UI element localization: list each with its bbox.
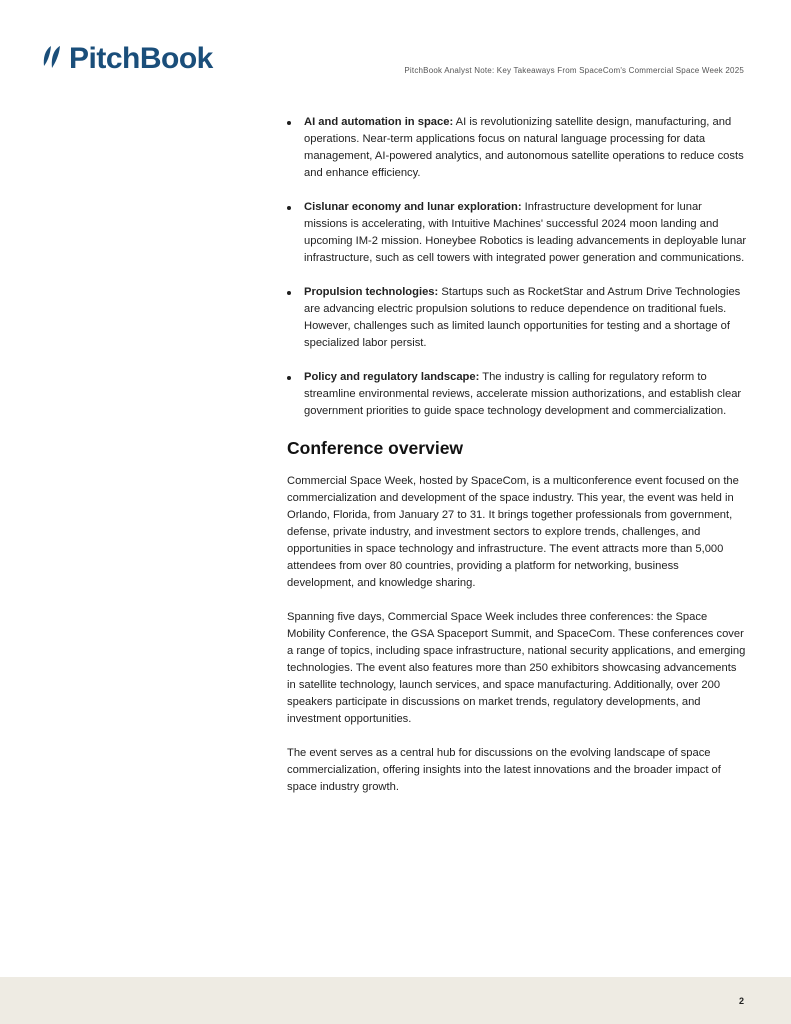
bullet-icon bbox=[287, 121, 291, 125]
section-heading: Conference overview bbox=[287, 438, 464, 458]
paragraph: The event serves as a central hub for discussions on the evolving landscape of space commercialization, offering insights into the latest innovations and the broader impact of space industry growth. bbox=[287, 747, 721, 793]
bullet-icon bbox=[287, 376, 291, 380]
bullet-icon bbox=[287, 206, 291, 210]
list-item bbox=[287, 369, 747, 420]
bullet-text: Infrastructure development for lunar missions is accelerating, with Intuitive Machines' successful 2024 moon landing and upcoming IM-2 mission. Honeybee Robotics is leading advancements in deployable lunar infrastructure, such as cell towers with integrated power generation and communications. bbox=[304, 201, 747, 264]
list-item bbox=[287, 199, 747, 267]
bullet-icon bbox=[287, 291, 291, 295]
bullet-lead: Cislunar economy and lunar exploration: bbox=[304, 201, 522, 213]
document-title: PitchBook Analyst Note: Key Takeaways From SpaceCom's Commercial Space Week 2025 bbox=[404, 66, 744, 75]
list-item bbox=[287, 114, 747, 182]
bullet-text: The industry is calling for regulatory reform to streamline environmental reviews, accelerate mission authorizations, and establish clear government priorities to guide space technology development and commercialization. bbox=[304, 371, 742, 417]
pitchbook-leaf-icon bbox=[41, 44, 65, 74]
page-number: 2 bbox=[738, 996, 744, 1006]
bullet-lead: AI and automation in space: bbox=[304, 116, 454, 128]
key-takeaways-list bbox=[287, 114, 747, 420]
main-content bbox=[287, 114, 747, 813]
list-item bbox=[287, 284, 747, 352]
bullet-lead: Propulsion technologies: bbox=[304, 286, 439, 298]
page-footer bbox=[0, 977, 791, 1024]
paragraph: Spanning five days, Commercial Space Week includes three conferences: the Space Mobility Conference, the GSA Spaceport Summit, and SpaceCom. These conferences cover a range of topics, including space infrastructure, national security applications, and emerging technologies. The event also features more than 250 exhibitors showcasing advancements in satellite technology, launch services, and space manufacturing. Additionally, over 200 speakers participate in discussions on market trends, regulatory developments, and investment opportunities. bbox=[287, 611, 746, 725]
bullet-text: AI is revolutionizing satellite design, manufacturing, and operations. Near-term applications focus on natural language processing for data management, AI-powered analytics, and autonomous satellite operations to reduce costs and enhance efficiency. bbox=[304, 116, 744, 179]
bullet-lead: Policy and regulatory landscape: bbox=[304, 371, 480, 383]
bullet-text: Startups such as RocketStar and Astrum Drive Technologies are advancing electric propulsion solutions to reduce dependence on traditional fuels. However, challenges such as limited launch opportunities for testing and a shortage of specialized labor persist. bbox=[304, 286, 741, 349]
brand-name: PitchBook bbox=[69, 42, 213, 75]
paragraph: Commercial Space Week, hosted by SpaceCom, is a multiconference event focused on the commercialization and development of the space industry. This year, the event was held in Orlando, Florida, from January 27 to 31. It brings together professionals from government, defense, private industry, and investment sectors to explore trends, challenges, and opportunities in space technology and infrastructure. The event attracts more than 5,000 attendees from over 80 countries, providing a platform for networking, business development, and knowledge sharing. bbox=[287, 475, 739, 589]
pitchbook-logo bbox=[41, 42, 213, 76]
